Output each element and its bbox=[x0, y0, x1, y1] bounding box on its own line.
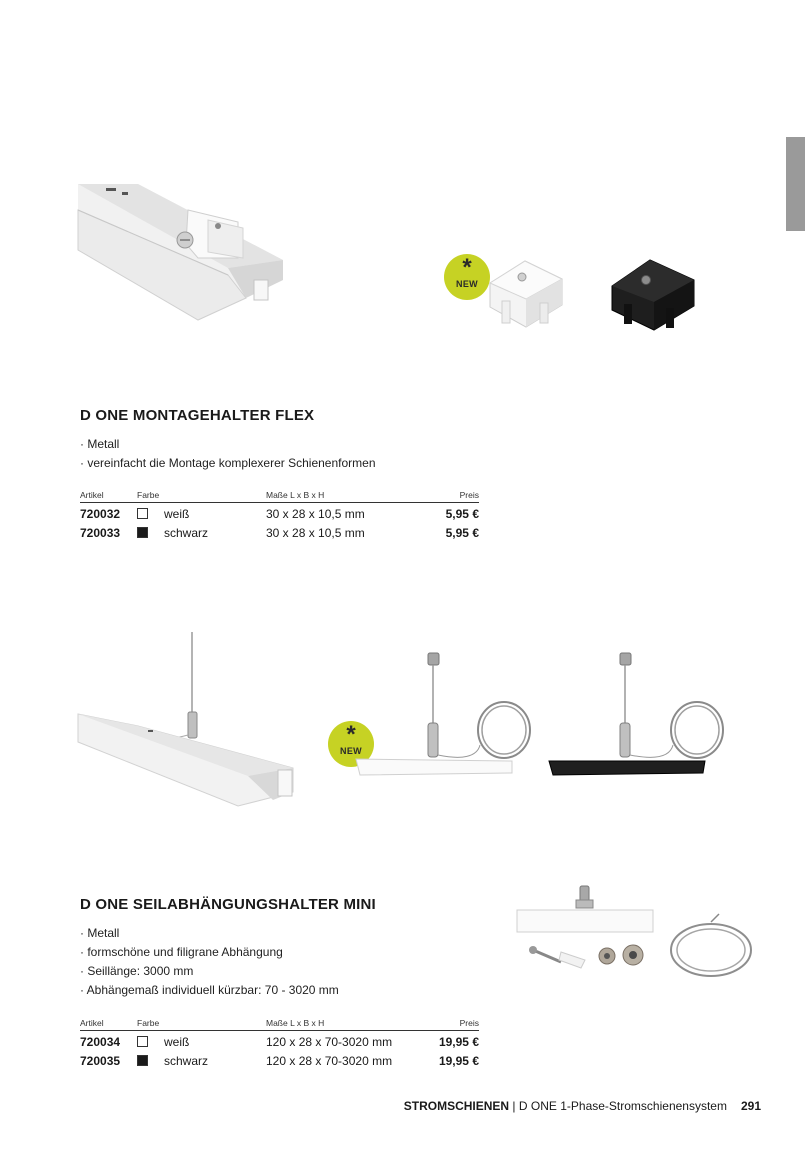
table-header bbox=[80, 488, 479, 503]
black-mounting-clip-image bbox=[608, 248, 698, 333]
color-swatch bbox=[137, 1036, 148, 1047]
price: 19,95 € bbox=[438, 1035, 479, 1049]
footer-separator: | bbox=[509, 1099, 519, 1113]
feature-item: · Abhängemaß individuell kürzbar: 70 - 3020 mm bbox=[80, 983, 339, 997]
feature-item: · Metall bbox=[80, 437, 120, 451]
dimensions: 120 x 28 x 70-3020 mm bbox=[266, 1054, 393, 1068]
dimensions: 30 x 28 x 10,5 mm bbox=[266, 507, 365, 521]
feature-item: · Seillänge: 3000 mm bbox=[80, 964, 194, 978]
price: 19,95 € bbox=[438, 1054, 479, 1068]
table-row bbox=[80, 1031, 479, 1050]
new-badge-label: NEW bbox=[456, 279, 478, 289]
color-name: weiß bbox=[164, 1035, 190, 1049]
dimensions: 30 x 28 x 10,5 mm bbox=[266, 526, 365, 540]
header-artikel: Artikel bbox=[80, 490, 104, 500]
color-swatch bbox=[137, 527, 148, 538]
table-row bbox=[80, 522, 479, 541]
suspension-kit-parts-image bbox=[515, 882, 755, 992]
footer-subtitle: D ONE 1-Phase-Stromschienensystem bbox=[518, 1099, 727, 1113]
price: 5,95 € bbox=[445, 526, 479, 540]
color-name: weiß bbox=[164, 507, 190, 521]
new-badge-label: NEW bbox=[340, 746, 362, 756]
page-number: 291 bbox=[740, 1099, 761, 1113]
table-header bbox=[80, 1016, 479, 1031]
color-name: schwarz bbox=[164, 1054, 209, 1068]
article-number: 720034 bbox=[80, 1035, 121, 1049]
product1-features bbox=[80, 435, 376, 473]
header-masse: Maße L x B x H bbox=[266, 490, 325, 500]
color-swatch bbox=[137, 1055, 148, 1066]
table-row bbox=[80, 1050, 479, 1069]
product2-features bbox=[80, 924, 339, 1000]
chapter-tab-marker bbox=[786, 137, 805, 231]
header-farbe: Farbe bbox=[137, 490, 160, 500]
product2-title: D ONE SEILABHÄNGUNGSHALTER MINI bbox=[80, 896, 376, 913]
product2-table bbox=[80, 1016, 479, 1069]
white-mounting-clip-image bbox=[480, 255, 570, 330]
color-name: schwarz bbox=[164, 526, 209, 540]
table-row bbox=[80, 503, 479, 522]
header-farbe: Farbe bbox=[137, 1018, 160, 1028]
product1-title: D ONE MONTAGEHALTER FLEX bbox=[80, 407, 315, 424]
dimensions: 120 x 28 x 70-3020 mm bbox=[266, 1035, 393, 1049]
rail-with-mounting-clip-image bbox=[78, 180, 288, 320]
color-swatch bbox=[137, 508, 148, 519]
page-footer bbox=[404, 1099, 761, 1113]
price: 5,95 € bbox=[445, 507, 479, 521]
white-cable-suspension-set-image bbox=[352, 645, 542, 780]
feature-item: · Metall bbox=[80, 926, 120, 940]
header-artikel: Artikel bbox=[80, 1018, 104, 1028]
black-cable-suspension-set-image bbox=[545, 645, 735, 780]
header-preis: Preis bbox=[459, 1018, 479, 1028]
header-preis: Preis bbox=[459, 490, 479, 500]
article-number: 720035 bbox=[80, 1054, 121, 1068]
product1-table bbox=[80, 488, 479, 541]
article-number: 720032 bbox=[80, 507, 121, 521]
article-number: 720033 bbox=[80, 526, 121, 540]
new-badge-star: * bbox=[346, 721, 356, 748]
footer-section: STROMSCHIENEN bbox=[403, 1099, 510, 1113]
feature-item: · vereinfacht die Montage komplexerer Schienenformen bbox=[80, 456, 376, 470]
new-badge-star: * bbox=[462, 254, 472, 281]
rail-with-cable-suspension-image bbox=[78, 630, 303, 810]
header-masse: Maße L x B x H bbox=[266, 1018, 325, 1028]
feature-item: · formschöne und filigrane Abhängung bbox=[80, 945, 283, 959]
